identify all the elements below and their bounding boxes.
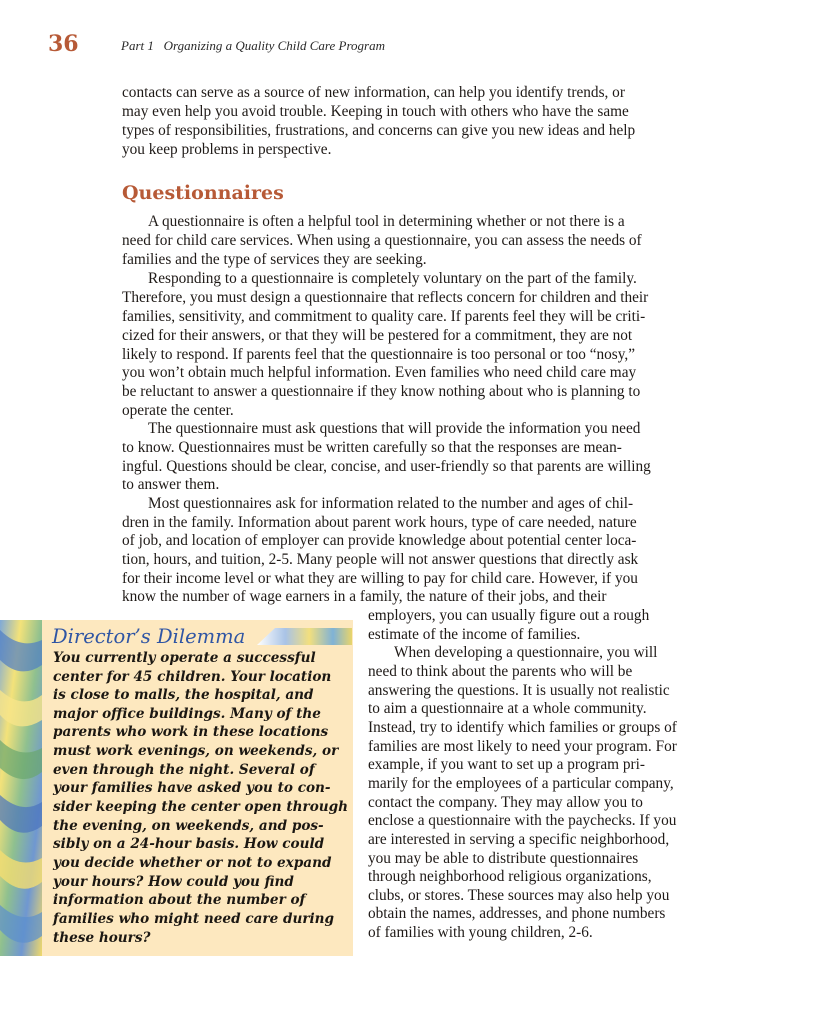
text-line: families are most likely to need your program. For: [368, 738, 677, 755]
text-line: contacts can serve as a source of new information, can help you identify trends, or: [122, 84, 625, 101]
text-line: types of responsibilities, frustrations, and concerns can give you new ideas and help: [122, 122, 636, 139]
text-line: families and the type of services they are seeking.: [122, 251, 427, 268]
text-line: through neighborhood religious organizations,: [368, 868, 652, 885]
running-head: Part 1 Organizing a Quality Child Care Program: [121, 38, 385, 53]
sidebar-line: families who might need care during: [53, 911, 335, 927]
text-line: cized for their answers, or that they will be pestered for a commitment, they are not: [122, 327, 633, 344]
text-line: Therefore, you must design a questionnaire that reflects concern for children and their: [122, 289, 649, 306]
text-line: operate the center.: [122, 402, 234, 419]
page-number: 36: [48, 31, 79, 57]
text-line: know the number of wage earners in a family, the nature of their jobs, and their: [122, 588, 607, 605]
sidebar-line: your families have asked you to con-: [53, 780, 331, 796]
text-line: answering the questions. It is usually not realistic: [368, 682, 670, 699]
text-line: When developing a questionnaire, you will: [394, 644, 658, 661]
text-line: Responding to a questionnaire is completely voluntary on the part of the family.: [148, 270, 637, 287]
text-line: are interested in serving a specific neighborhood,: [368, 831, 670, 848]
text-line: clubs, or stores. These sources may also help you: [368, 887, 670, 904]
sidebar-line: You currently operate a successful: [53, 650, 316, 666]
text-line: to answer them.: [122, 476, 220, 493]
sidebar-line: must work evenings, on weekends, or: [53, 743, 339, 759]
text-line: of families with young children, 2-6.: [368, 924, 593, 941]
text-line: you may be able to distribute questionnaires: [368, 850, 639, 867]
text-line: employers, you can usually figure out a rough: [368, 607, 650, 624]
text-line: families, sensitivity, and commitment to quality care. If parents feel they will be criti-: [122, 308, 646, 325]
sidebar-line: these hours?: [53, 930, 151, 946]
text-line: contact the company. They may allow you to: [368, 794, 643, 811]
sidebar-title: Director’s Dilemma: [52, 625, 246, 648]
text-line: to know. Questionnaires must be written carefully so that the responses are mean-: [122, 439, 622, 456]
text-line: ingful. Questions should be clear, concise, and user-friendly so that parents are willing: [122, 458, 651, 475]
text-line: example, if you want to set up a program pri-: [368, 756, 645, 773]
text-line: you won’t obtain much helpful information. Even families who need child care may: [122, 364, 637, 381]
sidebar-line: information about the number of: [53, 892, 306, 908]
text-line: need to think about the parents who will be: [368, 663, 633, 680]
sidebar-line: your hours? How could you find: [53, 874, 294, 890]
sidebar-line: parents who work in these locations: [53, 724, 329, 740]
text-line: may even help you avoid trouble. Keeping in touch with others who have the same: [122, 103, 629, 120]
text-line: for their income level or what they are willing to pay for child care. However, if you: [122, 570, 638, 587]
text-line: you keep problems in perspective.: [122, 141, 332, 158]
sidebar-line: even through the night. Several of: [53, 762, 315, 778]
text-line: obtain the names, addresses, and phone numbers: [368, 905, 666, 922]
text-line: enclose a questionnaire with the paychecks. If you: [368, 812, 677, 829]
sidebar-line: you decide whether or not to expand: [53, 855, 332, 871]
text-line: likely to respond. If parents feel that the questionnaire is too personal or too “nosy,”: [122, 346, 636, 363]
text-line: need for child care services. When using a questionnaire, you can assess the needs of: [122, 232, 642, 249]
text-line: estimate of the income of families.: [368, 626, 581, 643]
text-line: dren in the family. Information about parent work hours, type of care needed, nature: [122, 514, 637, 531]
sidebar-line: the evening, on weekends, and pos-: [53, 818, 324, 834]
decorative-bar: [257, 628, 352, 645]
sidebar-line: is close to malls, the hospital, and: [53, 687, 314, 703]
sidebar-line: major office buildings. Many of the: [53, 706, 321, 722]
sidebar-line: center for 45 children. Your location: [53, 669, 332, 685]
text-line: of job, and location of employer can provide knowledge about potential center loca-: [122, 532, 637, 549]
section-heading: Questionnaires: [122, 182, 284, 204]
text-line: The questionnaire must ask questions that will provide the information you need: [148, 420, 641, 437]
sidebar-line: sibly on a 24-hour basis. How could: [53, 836, 325, 852]
sidebar-line: sider keeping the center open through: [53, 799, 349, 815]
text-line: tion, hours, and tuition, 2-5. Many people will not answer questions that directly ask: [122, 551, 639, 568]
text-line: to aim a questionnaire at a whole community.: [368, 700, 647, 717]
text-line: Instead, try to identify which families or groups of: [368, 719, 677, 736]
text-line: be reluctant to answer a questionnaire if they know nothing about who is planning to: [122, 383, 641, 400]
text-line: Most questionnaires ask for information related to the number and ages of chil-: [148, 495, 634, 512]
decorative-stripe: [0, 620, 42, 956]
text-line: marily for the employees of a particular company,: [368, 775, 674, 792]
text-line: A questionnaire is often a helpful tool in determining whether or not there is a: [148, 213, 625, 230]
